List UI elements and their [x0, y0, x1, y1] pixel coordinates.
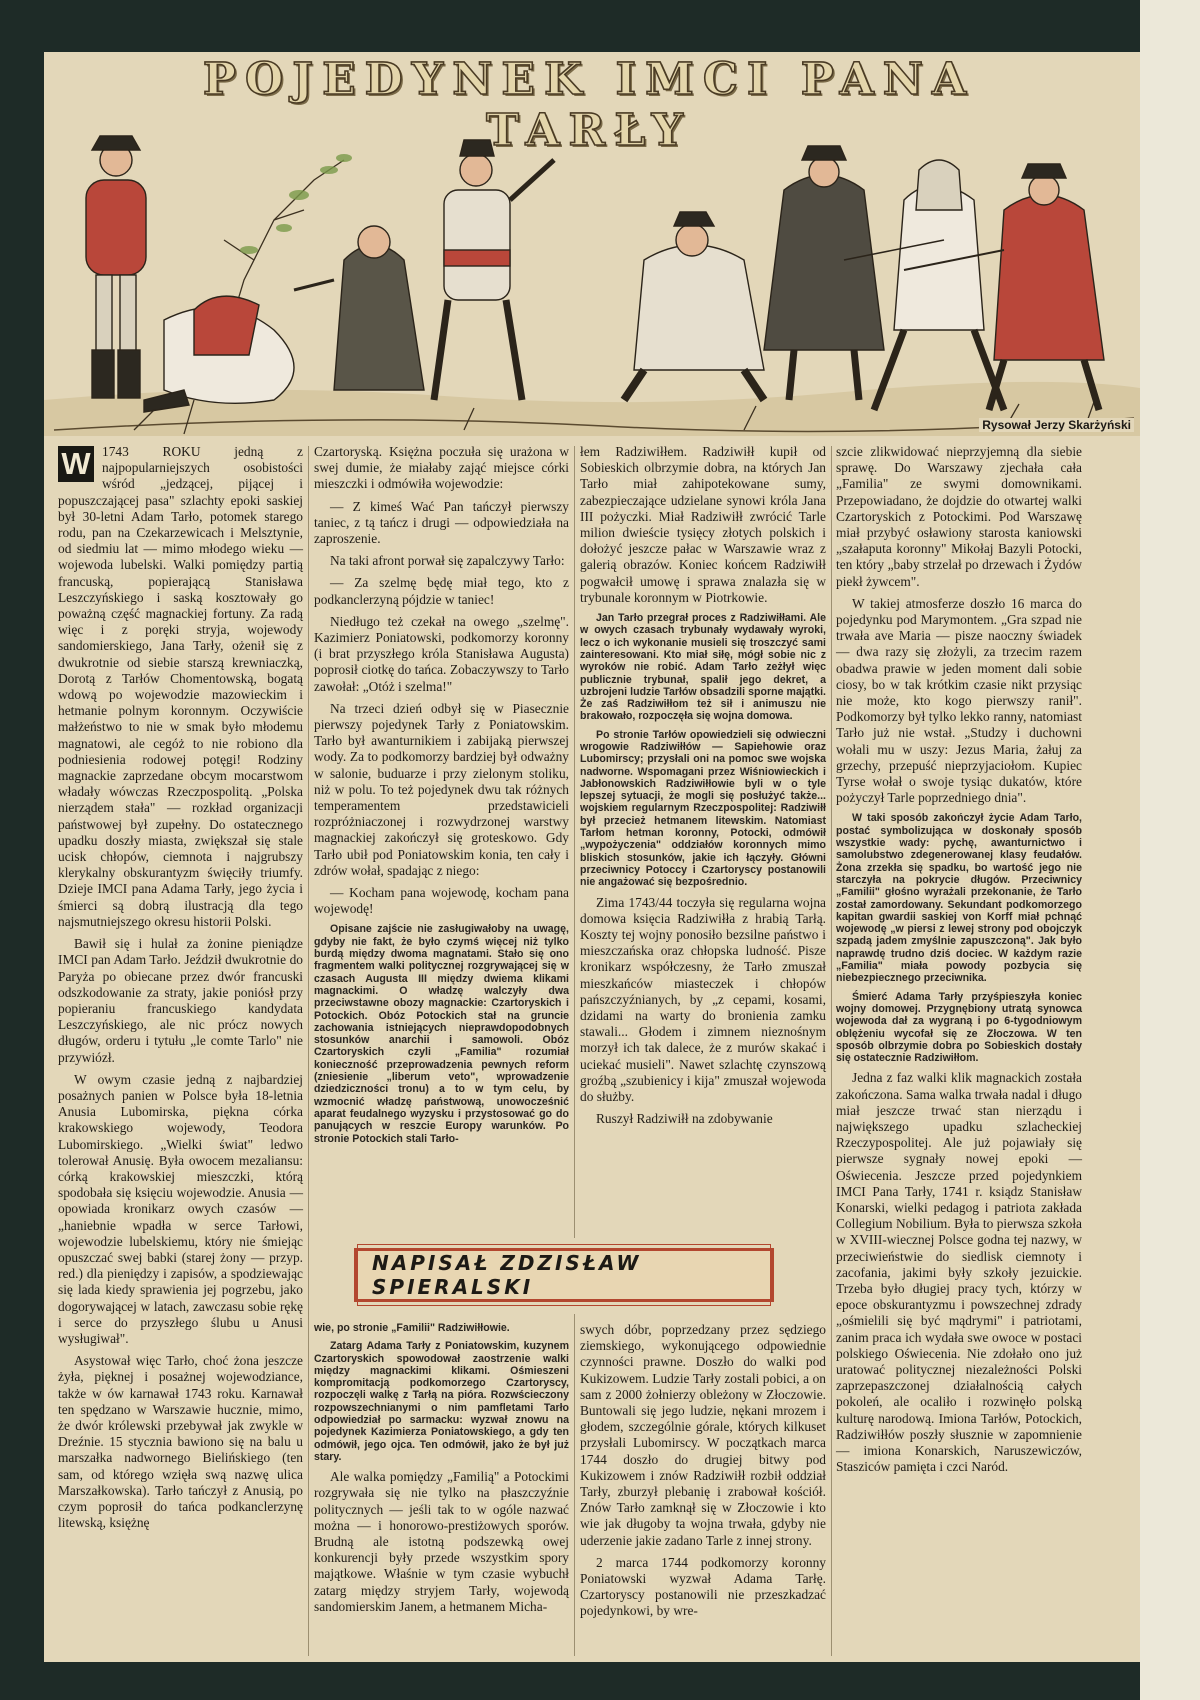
column-1 — [58, 444, 303, 1537]
paragraph: Bawił się i hulał za żonine pieniądze IMCI pan Adam Tarło. Jeździł dwukrotnie do Paryża po obiecane przez dwór francuski odszkodowanie za straty, jakie poniósł przy popieraniu francuskiego kandydata Leszczyńskiego, ale nic prócz nowych długów, orderu i tytułu „le comte Tarlo" nie przywiózł. — [58, 936, 303, 1065]
small-paragraph: Po stronie Tarłów opowiedzieli się odwieczni wrogowie Radziwiłłów — Sapiehowie oraz Lubomirscy; przysłali oni na pomoc swe wojska nadworne. Wspomagani przez Wiśniowieckich i Jabłonowskich Radziwiłłowie byli w o tyle lepszej sytuacji, że mogli się posłużyć także... wojskiem regularnym Rzeczpospolitej: Radziwiłł był przecież hetmanem litewskim. Natomiast Tarłom hetman koronny, Potocki, odmówił „wypożyczenia" oddziałów koronnych mimo bliskich stosunków, jakie ich łączyły. Główni przeciwnicy Potoccy i Czartoryscy postanowili nie angażować się bezpośrednio. — [580, 728, 826, 889]
figure-cloaked-man — [764, 146, 884, 400]
paragraph: Jedna z faz walki klik magnackich została zakończona. Sama walka trwała nadal i długo miał jeszcze trwać stan nierządu i największego upadku szlacheckiej Rzeczypospolitej. Ale już pojawiały się pierwsze sygnały nowej epoki — Oświecenia. Jeszcze przed pojedynkiem IMCI Pana Tarły, 1741 r. ksiądz Stanisław Konarski, wielki pedagog i patriota zakłada Collegium Nobilium. Była to pierwsza szkoła w XVIII-wiecznej Polsce godna tej nazwy, w przeciwieństwie do siedlisk ciemnoty i zacofania, jakimi były szkoły jezuickie. Trzeba było długiej pracy tych, którzy w epoce obskurantyzmu i powszechnej zdrady „ośmielili się być mądrymi" i patriotami, zanim praca ich wydała swe owoce w postaci polskiego Oświecenia. Nie zdołało ono już uratować politycznej niezależności Polski zaprzepaszczonej działalnością całych pokoleń, ale ocaliło i rozwinęło polską kulturę narodową. Imiona Tarłów, Potockich, Radziwiłłów poszły słusznie w zapomnienie — imiona Konarskich, Naruszewiczów, Stasziców pamięta i czci Naród. — [836, 1070, 1082, 1475]
paragraph: swych dóbr, poprzedzany przez sędziego ziemskiego, wykonującego odpowiednie czynności prawne. Doszło do walki pod Kukizowem. Ludzie Tarły zostali pobici, a on sam z 2000 żołnierzy obleżony w Złoczowie. Buntowali się jego ludzie, nękani mrozem i głodem, szczególnie górale, których kilkuset przysłali Lubomirscy. W początkach marca 1744 doszło do drugiej bitwy pod Kukizowem i znów Radziwiłł rozbił oddział Tarły, zburzył plebanię i zrabował kościół. Znów Tarło zamknął się w Złoczowie i kto wie jak długoby ta wojna trwała, gdyby nie uderzenie jakie zadano Tarle z innej strony. — [580, 1322, 826, 1548]
figure-duelist-wig — [874, 160, 1004, 410]
paragraph — [58, 444, 303, 930]
column-3 — [580, 444, 826, 1133]
paragraph: Czartoryską. Księżna poczuła się urażona w swej dumie, że miałaby zająć miejsce córki mieszczki i odmówiła wojewodzie: — [314, 444, 569, 492]
small-paragraph: Zatarg Adama Tarły z Poniatowskim, kuzynem Czartoryskich spowodował zaostrzenie walki między magnackimi klikami. Ośmieszeni kompromitacją podkomorzego Czartoryscy, rozpoczęli walkę z Tarłą na pióra. Rozwścieczony rozpowszechnianymi o nim pamfletami Tarło odpowiedział po sarmacku: wyzwał znowu na pojedynek Kazimierza Poniatowskiego, a gdy ten odmówił, jego ojca. Ten odmówił, jako że był już stary. — [314, 1340, 569, 1463]
figure-slumped-noble — [624, 212, 764, 400]
paragraph: Niedługo też czekał na owego „szelmę". Kazimierz Poniatowski, podkomorzy koronny (i brat przyszłego króla Stanisława Augusta) poprosił ciotkę do tańca. Zobaczywszy to Tarło zawołał: „Otóż i szelma!" — [314, 613, 569, 694]
paragraph: W takiej atmosferze doszło 16 marca do pojedynku pod Marymontem. „Gra szpad nie trwała ave Maria — pisze naoczny świadek — dwa razy się złożyli, za trzecim razem obadwa prawie w jeden moment dali sobie ciosy, bo w tak krótkim czasie nikt przysiąc nie może, kto kogo pierwszy ranił". Podkomorzy był tylko lekko ranny, natomiast Tarło już nie wstał. „Studzy i duchowni wołali mu w uszy: Jezus Maria, żałuj za grzechy, przepuść nieprzyjaciołom. Kupiec Tyrse wołał o swoje tysiąc dukatów, które pożyczył Tarle poprzedniego dnia". — [836, 595, 1082, 806]
page-edge-strip — [1140, 0, 1200, 1700]
column-rule — [574, 446, 575, 1656]
paragraph: Asystował więc Tarło, choć żona jeszcze żyła, pięknej i posażnej wojewodziance, także w ów karnawał 1743 roku. Karnawał ten spędzano w Warszawie hucznie, mimo, że dwór królewski przebywał jak zwykle w Dreźnie. 15 stycznia bawiono się na balu u marszałka nadwornego Bielińskiego (ten sam, od którego wzięła swą nazwę ulica Marszałkowska). Tarło tańczył z Anusią, po czym poprosił do tańca podkanclerzynę litewską, księżnę — [58, 1353, 303, 1531]
figure-monk — [294, 226, 424, 390]
column-rule — [831, 446, 832, 1656]
article-header — [44, 52, 1140, 436]
illustration-credit: Rysował Jerzy Skarżyński — [979, 418, 1134, 432]
figure-fallen-duelist — [144, 296, 294, 412]
lead-text: 1743 ROKU jedną z najpopularniejszych osobistości wśród „jedzącej, pijącej i popuszczającej pasa" szlachty epoki saskiej był 30-letni Adam Tarło, potomek starego rodu, pan na Czekarzewicach i Melsztynie, od siedmiu lat — mimo młodego wieku — wojewoda lubelski. Walki pomiędzy partią francuską, popierającą Stanisława Leszczyńskiego i saską kosztowały go poważną część magnackiej fortuny. Za radą więc i z poręki stryja, wojewody sandomierskiego, Jana Tarły, ożenił się z dwukrotnie od siebie starszą krewniaczką, Dorotą z Tarłów Chomentowską, bogatą wdową po wojewodzie mazowieckim i hetmanie polnym koronnym. Oczywiście małżeństwo to nie w smak było młodemu magnatowi, ale cegóż to nie robiono dla podniesienia rodowej potęgi! Rodziny magnackie zaprzedane obcym mocarstwom władały wówczas Rzeczpospolitą. „Polska nierządem stała" — rozkład organizacji państwowej był zupełny. Do ostatecznego upadku doszły miasta, zwiększał się stale ucisk chłopów, ciemnota i najgrubszy klerykalny obskurantyzm święciły triumfy. Dzieje IMCI pana Adama Tarły, jego życia i śmierci są dobrą ilustracją dla tego najsmutniejszego okresu historii Polski. — [58, 444, 303, 929]
figure-duelist-red-coat — [989, 164, 1104, 410]
column-2 — [314, 444, 569, 1151]
small-paragraph: Jan Tarło przegrał proces z Radziwiłłami. Ale w owych czasach trybunały wydawały wyroki, lecz o ich wykonanie musieli się troszczyć sami zainteresowani. Kto miał siłę, mógł sobie nic z wyroków nie robić. Adam Tarło zeżłył więc publicznie trybunał, spalił jego dekret, a uzbrojeni ludzie Tarłów obsadzili sporne majątki. Że zaś Radziwiłłom też sił i animuszu nie brakowało, rozpoczęła się wojna domowa. — [580, 612, 826, 723]
small-paragraph: Opisane zajście nie zasługiwałoby na uwagę, gdyby nie fakt, że było czymś więcej niż tylko burdą między dwoma magnatami. Stało się ono fragmentem walki politycznej rozgrywającej się w czasach Augusta III między dwiema klikami magnackimi. O władzę walczyły dwa przeciwstawne obozy magnackie: Czartoryskich i Potockich. Obóz Potockich stał na gruncie zachowania istniejących nieprawdopodobnych stosunków anarchii i samowoli. Obóz Czartoryskich czyli „Familia" rozumiał konieczność przeprowadzenia pewnych reform (zniesienie „liberum veto", wprowadzenie dziedziczności tronu) a to w tym celu, by wzmocnić władzę państwową, unowocześnić aparat feudalnego wyzysku i przystosować go do panujących w reszcie Europy warunków. Po stronie Potockich stali Tarło- — [314, 923, 569, 1145]
paragraph: Na taki afront porwał się zapalczywy Tarło: — [330, 553, 565, 569]
byline-box — [354, 1248, 774, 1302]
column-rule — [308, 446, 309, 1656]
figure-officer-left — [86, 136, 146, 398]
small-paragraph: Śmierć Adama Tarły przyśpieszyła koniec wojny domowej. Przygnębiony utratą synowca wojewoda dał za wygraną i po 6-tygodniowym oblężeniu wycofał się ze Złoczowa. W ten sposób olbrzymie dobra po Sobieskich dostały się ostatecznie Radziwiłłom. — [836, 990, 1082, 1065]
magazine-page — [44, 52, 1140, 1662]
paragraph: Ruszył Radziwiłł na zdobywanie — [596, 1111, 773, 1127]
paragraph: 2 marca 1744 podkomorzy koronny Poniatowski wyzwał Adama Tarłę. Czartoryscy postanowili nie przeszkadzać pojedynkowi, by wre- — [580, 1554, 826, 1619]
small-paragraph: wie, po stronie „Familii" Radziwiłłowie. — [314, 1322, 510, 1334]
column-4 — [836, 444, 1082, 1481]
author-byline: NAPISAŁ ZDZISŁAW SPIERALSKI — [357, 1244, 771, 1306]
paragraph: Ale walka pomiędzy „Familią" a Potockimi rozgrywała się nie tylko na płaszczyźnie politycznych — jeśli tak to w ogóle nazwać można — i honorowo-prestiżowych sporów. Brudną ale istotną podszewką owej konkurencji były przede wszystkim spory majątkowe. Właśnie w tym czasie wybuchł zatarg między stryjem Tarły, wojewodą sandomierskim Janem, a hetmanem Micha- — [314, 1469, 569, 1614]
paragraph: — Z kimeś Wać Pan tańczył pierwszy taniec, z tą tańcz i drugi — odpowiedziała na zaproszenie. — [314, 498, 569, 547]
paragraph: szcie zlikwidować nieprzyjemną dla siebie sprawę. Do Warszawy zjechała cała „Familia" ze swymi domownikami. Przepowiadano, że dojdzie do otwartej walki Czartoryskich z Potockimi. Pod Warszawę miał przybyć osławiony starosta kaniowski „szałaputa koronny" Mikołaj Bazyli Potocki, ten który „baby strzelał po drzewach i Żydów piekł żywcem". — [836, 444, 1082, 589]
paragraph: Na trzeci dzień odbył się w Piasecznie pierwszy pojedynek Tarły z Poniatowskim. Tarło był awanturnikiem i zabijaką pierwszej wody. Za to podkomorzy bardziej był odważny w salonie, buduarze i przy zielonym stoliku, niż w polu. To też pojedynek dwu tak różnych temperamentem przedstawicieli rozpróżniaczonej i rozwydrzonej warstwy magnackiej zakończył się groteskowo. Gdy Tarło ubił pod Poniatowskim konia, ten cały i zdrów wołał, spadając z niego: — [314, 700, 569, 878]
paragraph: W owym czasie jedną z najbardziej posażnych panien w Polsce była 18-letnia Anusia Lubomirska, piękna córka krakowskiego wojewody, Teodora Lubomirskiego. „Wielki świat" ledwo tolerował Anusię. Była owocem mezaliansu: córką krakowskiej mieszczki, którą spodobała się księciu wojewodzie. Anusia — opowiada kronikarz owych czasów — „haniebnie wpadła w serce Tarłowi, wojewodzie lubelskiemu, który nie śmiejąc opuszczać swej babki (starej żony — przyp. red.) dla pieniędzy i zapisów, a spodziewając się lada kiedy sprawienia jej pogrzebu, jako dogorywającej w latach, zawczasu sobie rękę i serce do przyszłego ślubu u Anusi wysługiwał". — [58, 1071, 303, 1346]
paragraph: — Kocham pana wojewodę, kocham pana wojewodę! — [314, 885, 569, 917]
drop-cap: W — [58, 446, 94, 482]
paragraph: łem Radziwiłłem. Radziwiłł kupił od Sobieskich olbrzymie dobra, na których Jan Tarło miał zahipotekowane sumy, zabezpieczające udzielane synowi króla Jana III pożyczki. Miał Radziwiłł zwrócić Tarle milion dwieście tysięcy złotych polskich i dołożyć jeszcze pałac w Warszawie wraz z galerią obrazów. Koniec końcem Radziwiłł pogwałcił umowę i sprawa znalazła się w trybunale koronnym w Piotrkowie. — [580, 444, 826, 605]
column-2-bottom — [314, 1322, 569, 1621]
paragraph: — Za szelmę będę miał tego, kto z podkanclerzyną pójdzie w taniec! — [314, 575, 569, 607]
figure-noble-raised-arm — [434, 140, 554, 400]
small-paragraph: W taki sposób zakończył życie Adam Tarło, postać symbolizująca w doskonały sposób wszystkie wady: pychę, awanturnictwo i samolubstwo zdegenerowanej klasy feudałów. Żona zrzekła się spadku, bo wartość jego nie starczyła na pokrycie długów. Przeciwnicy „Familii" głośno wyrażali przekonanie, że Tarło został zamordowany. Sekundant podkomorzego kapitan gwardii saskiej von Korff miał pchnąć wojewodę „w piersi z lewej strony pod obojczyk szpadą jadem zmyślnie zapuszczoną". Jak było naprawdę trudno dziś dociec. W każdym razie „Familia" miała powody pozbycia się niebezpiecznego przeciwnika. — [836, 812, 1082, 985]
article-title: POJEDYNEK IMCI PANA TARŁY — [202, 54, 976, 156]
paragraph: Zima 1743/44 toczyła się regularna wojna domowa księcia Radziwiłła z hrabią Tarłą. Koszty tej wojny ponosiło bezsilne państwo i mieszczańska oraz chłopska ludność. Pisze kronikarz współczesny, że Tarło zmuszał mieszkańców miasteczek i chłopów pańszczyźnianych, by „z cepami, kosami, dzidami na warty do bronienia zamku stawali... Głodem i zimnem nieznośnym morzył ich tak dalece, że z murów skakać i uciekać musieli". Nawet szlachtę czynszową groźbą „szubienicy i kija" zmuszał wojewoda do służby. — [580, 894, 826, 1104]
column-3-bottom — [580, 1322, 826, 1626]
